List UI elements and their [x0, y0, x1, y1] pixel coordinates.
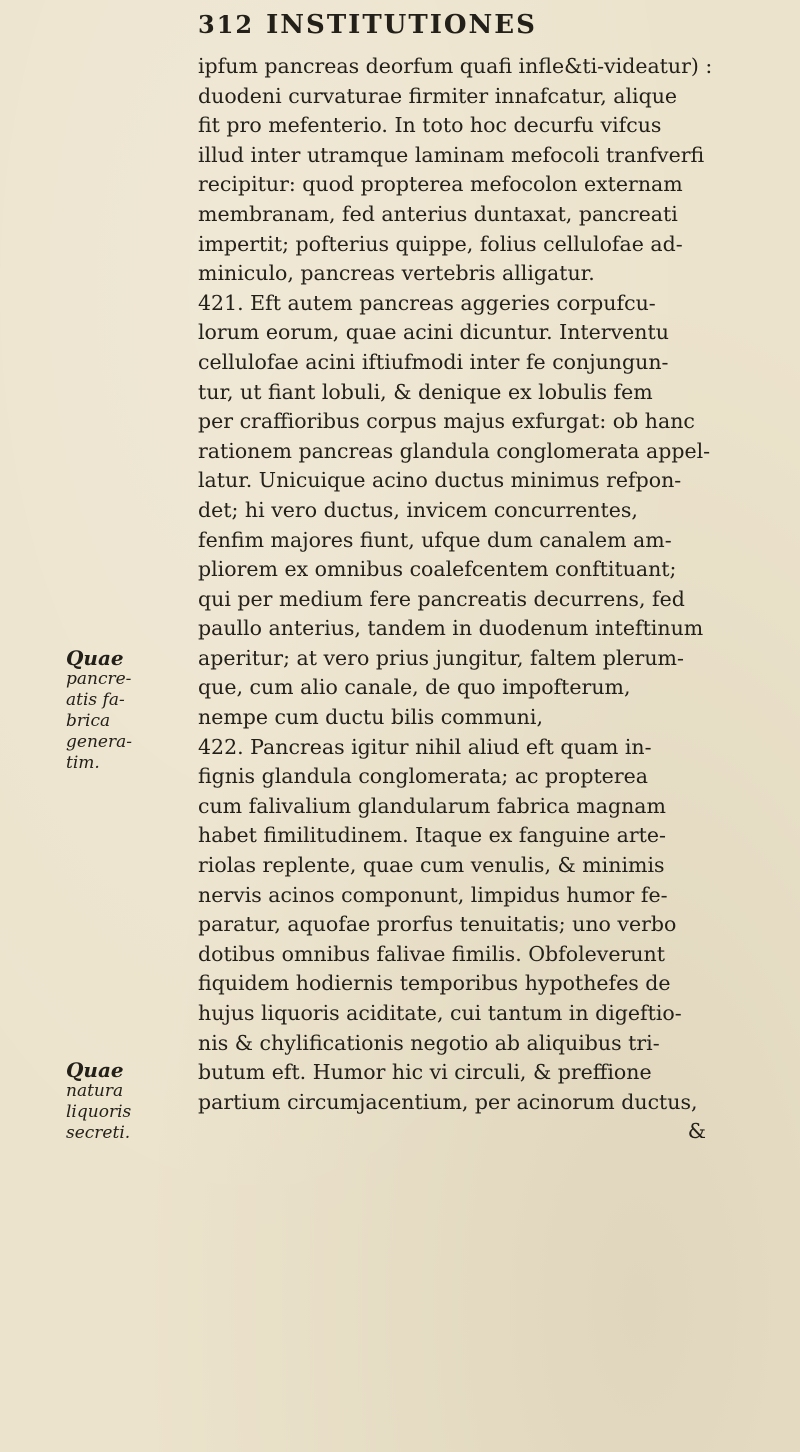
- text-line: ipfum pancreas deorfum quafi infle&ti-videatur) :: [198, 54, 713, 78]
- text-line: qui per medium fere pancreatis decurrens, fed: [198, 586, 685, 611]
- text-line: nis & chylificationis negotio ab aliquibus tri-: [198, 1030, 660, 1055]
- text-line: dotibus omnibus falivae fimilis. Obfoleverunt: [198, 941, 665, 966]
- margin-note-line: Quae: [66, 646, 124, 670]
- margin-note-line: pancre-: [66, 669, 132, 689]
- text-line: per craffioribus corpus majus exfurgat: ob hanc: [198, 409, 695, 434]
- margin-note-line: brica: [66, 711, 111, 731]
- text-line: riolas replente, quae cum venulis, & minimis: [198, 853, 665, 878]
- margin-note-line: secreti.: [66, 1123, 131, 1143]
- margin-note-line: Quae: [66, 1058, 124, 1082]
- text-line: recipitur: quod propterea mefocolon externam: [198, 172, 683, 197]
- page-number: 312: [198, 10, 255, 39]
- text-line: que, cum alio canale, de quo impofterum,: [198, 675, 631, 700]
- margin-note-line: natura: [66, 1081, 124, 1101]
- text-line: rationem pancreas glandula conglomerata appel-: [198, 438, 711, 463]
- margin-note-line: tim.: [66, 753, 100, 773]
- running-title: INSTITUTIONES: [266, 10, 537, 40]
- text-line: paratur, aquofae prorfus tenuitatis; uno verbo: [198, 912, 677, 937]
- text-line: cum falivalium glandularum fabrica magnam: [198, 793, 666, 818]
- text-line: illud inter utramque laminam mefocoli tranfverfi: [198, 142, 705, 167]
- text-line: nempe cum ductu bilis communi,: [198, 705, 543, 730]
- text-line: partium circumjacentium, per acinorum ductus,: [198, 1089, 698, 1114]
- text-line: fit pro mefenterio. In toto hoc decurfu vifcus: [198, 113, 662, 138]
- text-line: hujus liquoris aciditate, cui tantum in digeftio-: [198, 1001, 682, 1025]
- catchword: &: [687, 1119, 706, 1144]
- text-line: butum eft. Humor hic vi circuli, & preffione: [198, 1060, 652, 1085]
- body-text: [198, 52, 798, 1147]
- text-line: habet fimilitudinem. Itaque ex fanguine arte-: [198, 823, 666, 848]
- text-line: membranam, fed anterius duntaxat, pancreati: [198, 201, 678, 226]
- margin-note-line: atis fa-: [66, 690, 125, 710]
- margin-note-liquor-nature: [66, 1060, 176, 1144]
- text-line: cellulofae acini iftiufmodi inter fe conjungun-: [198, 349, 669, 374]
- margin-note-line: liquoris: [66, 1102, 132, 1122]
- text-line: impertit; pofterius quippe, folius cellulofae ad-: [198, 231, 683, 256]
- paragraph-421-start: 421. Eft autem pancreas aggeries corpufcu-: [198, 290, 656, 315]
- text-line: latur. Unicuique acino ductus minimus refpon-: [198, 468, 682, 493]
- margin-note-pancreas-structure: [66, 648, 176, 774]
- text-line: det; hi vero ductus, invicem concurrentes,: [198, 497, 638, 522]
- text-line: miniculo, pancreas vertebris alligatur.: [198, 261, 595, 286]
- running-head: [198, 10, 537, 40]
- margin-note-line: genera-: [66, 732, 132, 752]
- text-line: fiquidem hodiernis temporibus hypothefes de: [198, 971, 671, 996]
- text-line: tur, ut fiant lobuli, & denique ex lobulis fem: [198, 379, 653, 404]
- paragraph-422-start: 422. Pancreas igitur nihil aliud eft quam in-: [198, 734, 652, 759]
- text-line: duodeni curvaturae firmiter innafcatur, alique: [198, 83, 678, 108]
- text-line: fenfim majores fiunt, ufque dum canalem am-: [198, 527, 672, 552]
- text-line: nervis acinos componunt, limpidus humor fe-: [198, 882, 668, 907]
- text-line: pliorem ex omnibus coalefcentem conftituant;: [198, 557, 677, 582]
- text-line: aperitur; at vero prius jungitur, faltem plerum-: [198, 645, 684, 670]
- text-line: lorum eorum, quae acini dicuntur. Interventu: [198, 320, 669, 345]
- text-line: fignis glandula conglomerata; ac propterea: [198, 764, 648, 789]
- text-line: paullo anterius, tandem in duodenum inteftinum: [198, 616, 704, 641]
